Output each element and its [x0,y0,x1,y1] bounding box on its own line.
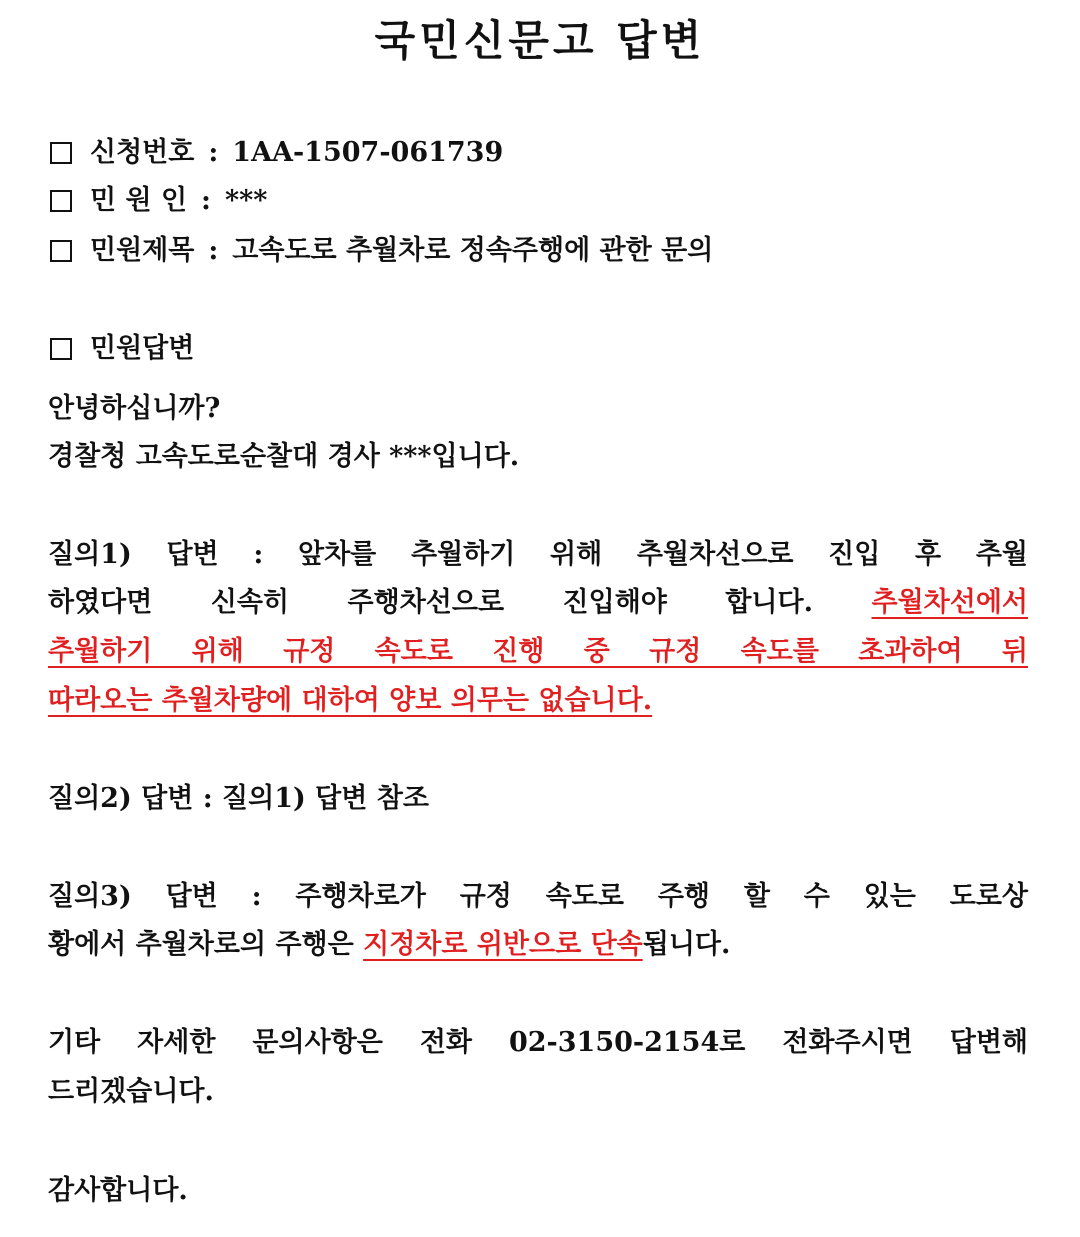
q1-line-4 [48,678,1028,717]
q3-line-2: 황에서 추월차로의 주행은 지정차로 위반으로 단속됩니다. [48,929,731,960]
q1-line-3 [48,629,1028,668]
subject-value: 고속도로 추월차로 정속주행에 관한 문의 [232,235,714,266]
meta-subject: 민원제목 : 고속도로 추월차로 정속주행에 관한 문의 [50,228,713,267]
meta-application-number: 신청번호 : 1AA-1507-061739 [50,130,503,169]
section-answer-heading: 민원답변 [50,326,194,365]
q1-highlight-3: 따라오는 추월차량에 대하여 양보 의무는 없습니다. [48,685,653,716]
closing-line: 감사합니다. [48,1175,188,1206]
q1-line-2: 하였다면 신속히 주행차선으로 진입해야 합니다. 추월차선에서 [48,587,1028,618]
checkbox-square-icon [50,142,72,164]
checkbox-square-icon [50,190,72,212]
greeting-line-2: 경찰청 고속도로순찰대 경사 ***입니다. [48,441,520,472]
checkbox-square-icon [50,338,72,360]
document-title: 국민신문고 답변 [374,16,706,65]
q3-highlight: 지정차로 위반으로 단속 [363,929,643,960]
q1-line-1: 질의1) 답변 : 앞차를 추월하기 위해 추월차선으로 진입 후 추월 [48,539,1028,570]
meta-petitioner: 민 원 인 : *** [50,178,267,217]
contact-line-2: 드리겠습니다. [48,1076,214,1107]
q1-highlight-2: 추월하기 위해 규정 속도로 진행 중 규정 속도를 초과하여 뒤 [48,636,1028,667]
greeting-line-1: 안녕하십니까? [48,393,221,424]
petitioner-value: *** [225,185,268,216]
checkbox-square-icon [50,240,72,262]
contact-line-1: 기타 자세한 문의사항은 전화 02-3150-2154로 전화주시면 답변해 [48,1027,1028,1058]
application-number-value: 1AA-1507-061739 [232,137,504,168]
q2-line: 질의2) 답변 : 질의1) 답변 참조 [48,783,429,814]
q3-line-1: 질의3) 답변 : 주행차로가 규정 속도로 주행 할 수 있는 도로상 [48,881,1028,912]
q1-highlight-1: 추월차선에서 [871,587,1028,618]
